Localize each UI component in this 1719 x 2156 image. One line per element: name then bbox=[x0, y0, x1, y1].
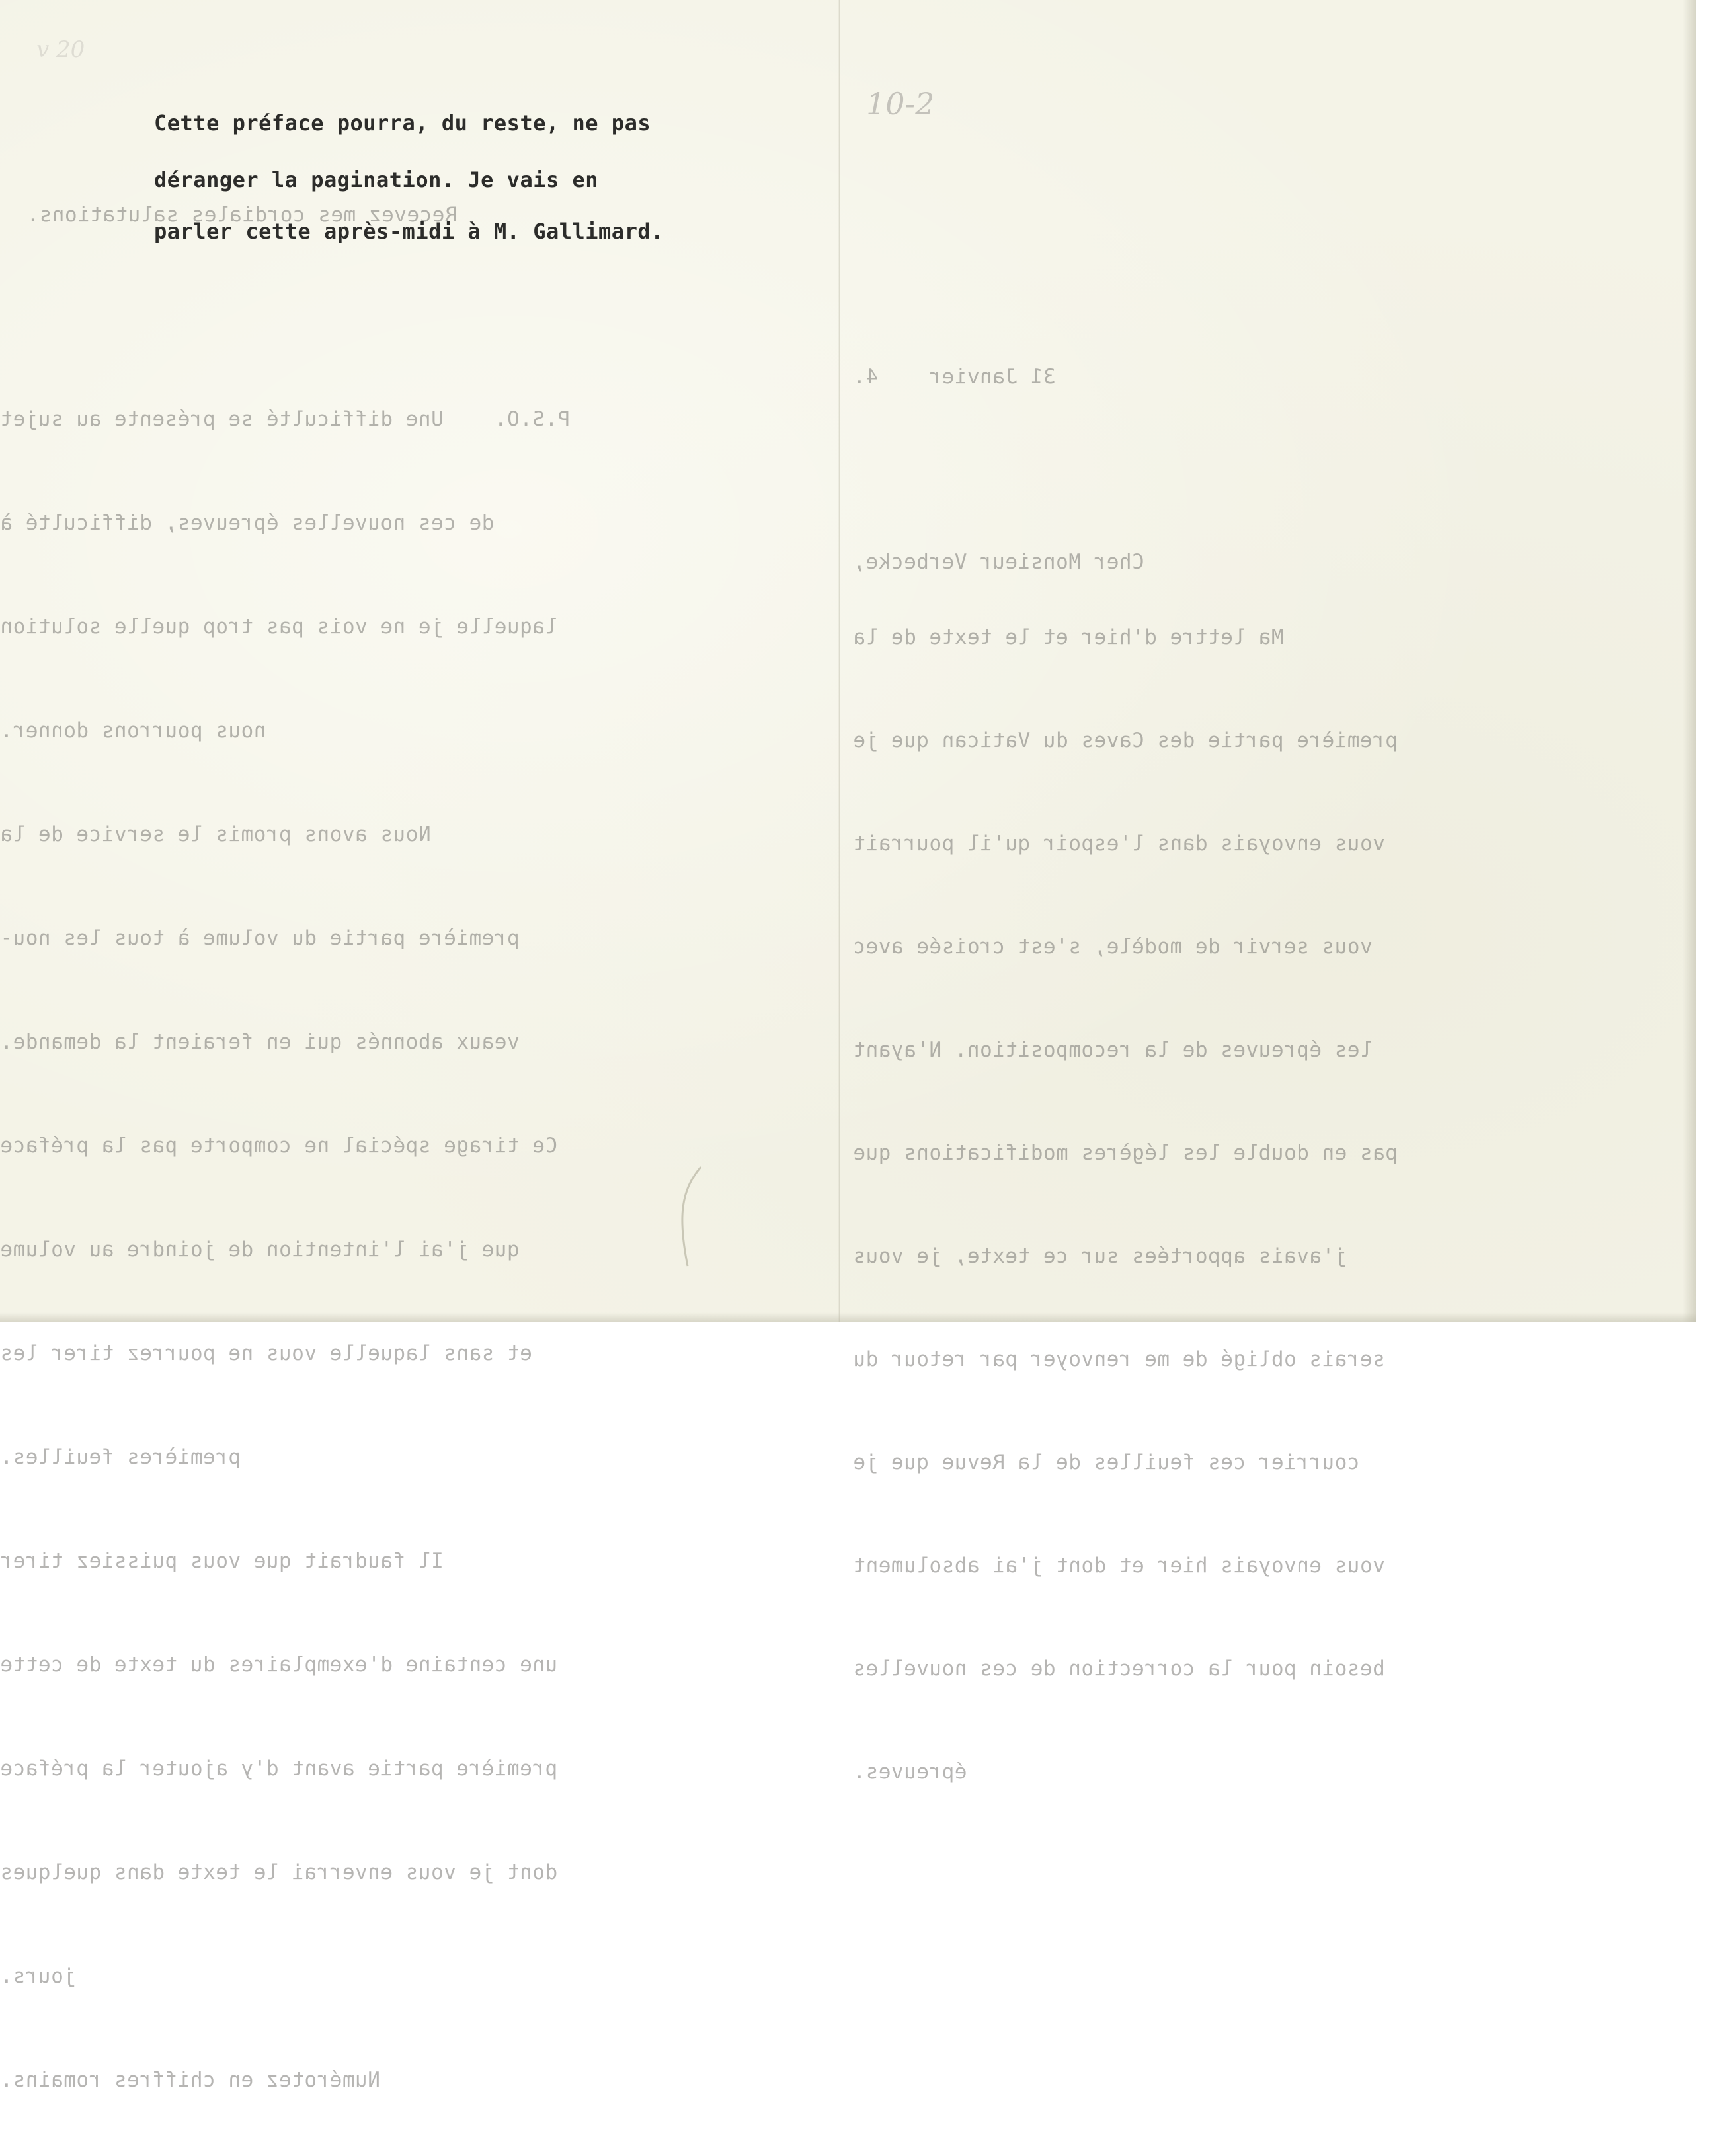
showthrough-line: vous servir de modèle, s'est croisée avec bbox=[853, 935, 1373, 959]
showthrough-line: épreuves. bbox=[853, 1760, 967, 1784]
showthrough-line: Cher Monsieur Verbecke, bbox=[853, 550, 1144, 574]
showthrough-line: jours. bbox=[0, 1964, 76, 1988]
showthrough-line: de ces nouvelles épreuves, difficulté à bbox=[0, 511, 495, 535]
paper-edge-shadow bbox=[1683, 0, 1696, 1322]
showthrough-line: courrier ces feuilles de la Revue que je bbox=[853, 1451, 1360, 1474]
showthrough-line: que j'ai l'intention de joindre au volume bbox=[0, 1238, 520, 1261]
pencil-annotation: 10-2 bbox=[866, 86, 935, 122]
showthrough-line: j'avais apportées sur ce texte, je vous bbox=[853, 1244, 1347, 1268]
showthrough-line: premières feuilles. bbox=[0, 1445, 241, 1469]
showthrough-line: Nous avons promis le service de la bbox=[0, 822, 431, 846]
showthrough-postscript bbox=[0, 344, 760, 2156]
showthrough-line: besoin pour la correction de ces nouvelles bbox=[853, 1657, 1385, 1681]
showthrough-line: Ma lettre d'hier et le texte de la bbox=[853, 625, 1284, 649]
showthrough-line: première partie des Caves du Vatican que je bbox=[853, 729, 1398, 752]
showthrough-line: 31 Janvier 4. bbox=[853, 365, 1056, 389]
showthrough-line: vous envoyais dans l'espoir qu'il pourrait bbox=[853, 832, 1385, 856]
showthrough-line: Numérotez en chiffres romains. bbox=[0, 2068, 380, 2092]
typed-line-2: déranger la pagination. Je vais en bbox=[154, 167, 599, 192]
showthrough-date bbox=[853, 301, 1137, 453]
showthrough-line: et sans laquelle vous ne pourrez tirer les bbox=[0, 1341, 532, 1365]
showthrough-line: laquelle je ne vois pas trop quelle solution bbox=[0, 615, 558, 639]
showthrough-line: veaux abonnés qui en feraient la demande. bbox=[0, 1030, 520, 1054]
typed-line-1: Cette préface pourra, du reste, ne pas bbox=[154, 110, 651, 136]
showthrough-line: première partie du volume à tous les nou- bbox=[0, 926, 520, 950]
typed-line-3: parler cette après-midi à M. Gallimard. bbox=[154, 219, 664, 244]
showthrough-line: Il faudrait que vous puissiez tirer bbox=[0, 1549, 444, 1573]
showthrough-line: vous envoyais hier et dont j'ai absolument bbox=[853, 1554, 1385, 1577]
showthrough-line: Recevez mes cordiales salutations. bbox=[26, 203, 458, 227]
showthrough-line: Ce tirage spécial ne comporte pas la préface bbox=[0, 1134, 558, 1158]
page-fold bbox=[838, 0, 840, 1322]
showthrough-line: une centaine d'exemplaires du texte de cette bbox=[0, 1653, 558, 1677]
showthrough-line: pas en double les légères modifications que bbox=[853, 1141, 1398, 1165]
showthrough-line: nous pourrons donner. bbox=[0, 719, 266, 742]
showthrough-body bbox=[853, 562, 1547, 1847]
pencil-annotation-faint: v 20 bbox=[36, 36, 85, 63]
showthrough-line: les épreuves de la recomposition. N'ayant bbox=[853, 1038, 1373, 1062]
showthrough-line: dont je vous enverrai le texte dans quelques bbox=[0, 1860, 558, 1884]
showthrough-line: première partie avant d'y ajouter la préface bbox=[0, 1757, 558, 1780]
showthrough-line: P.S.O. Une difficulté se présente au sujet bbox=[0, 407, 571, 431]
showthrough-line: serais obligé de me renvoyer par retour du bbox=[853, 1347, 1385, 1371]
paper-crease-mark bbox=[674, 1164, 714, 1269]
